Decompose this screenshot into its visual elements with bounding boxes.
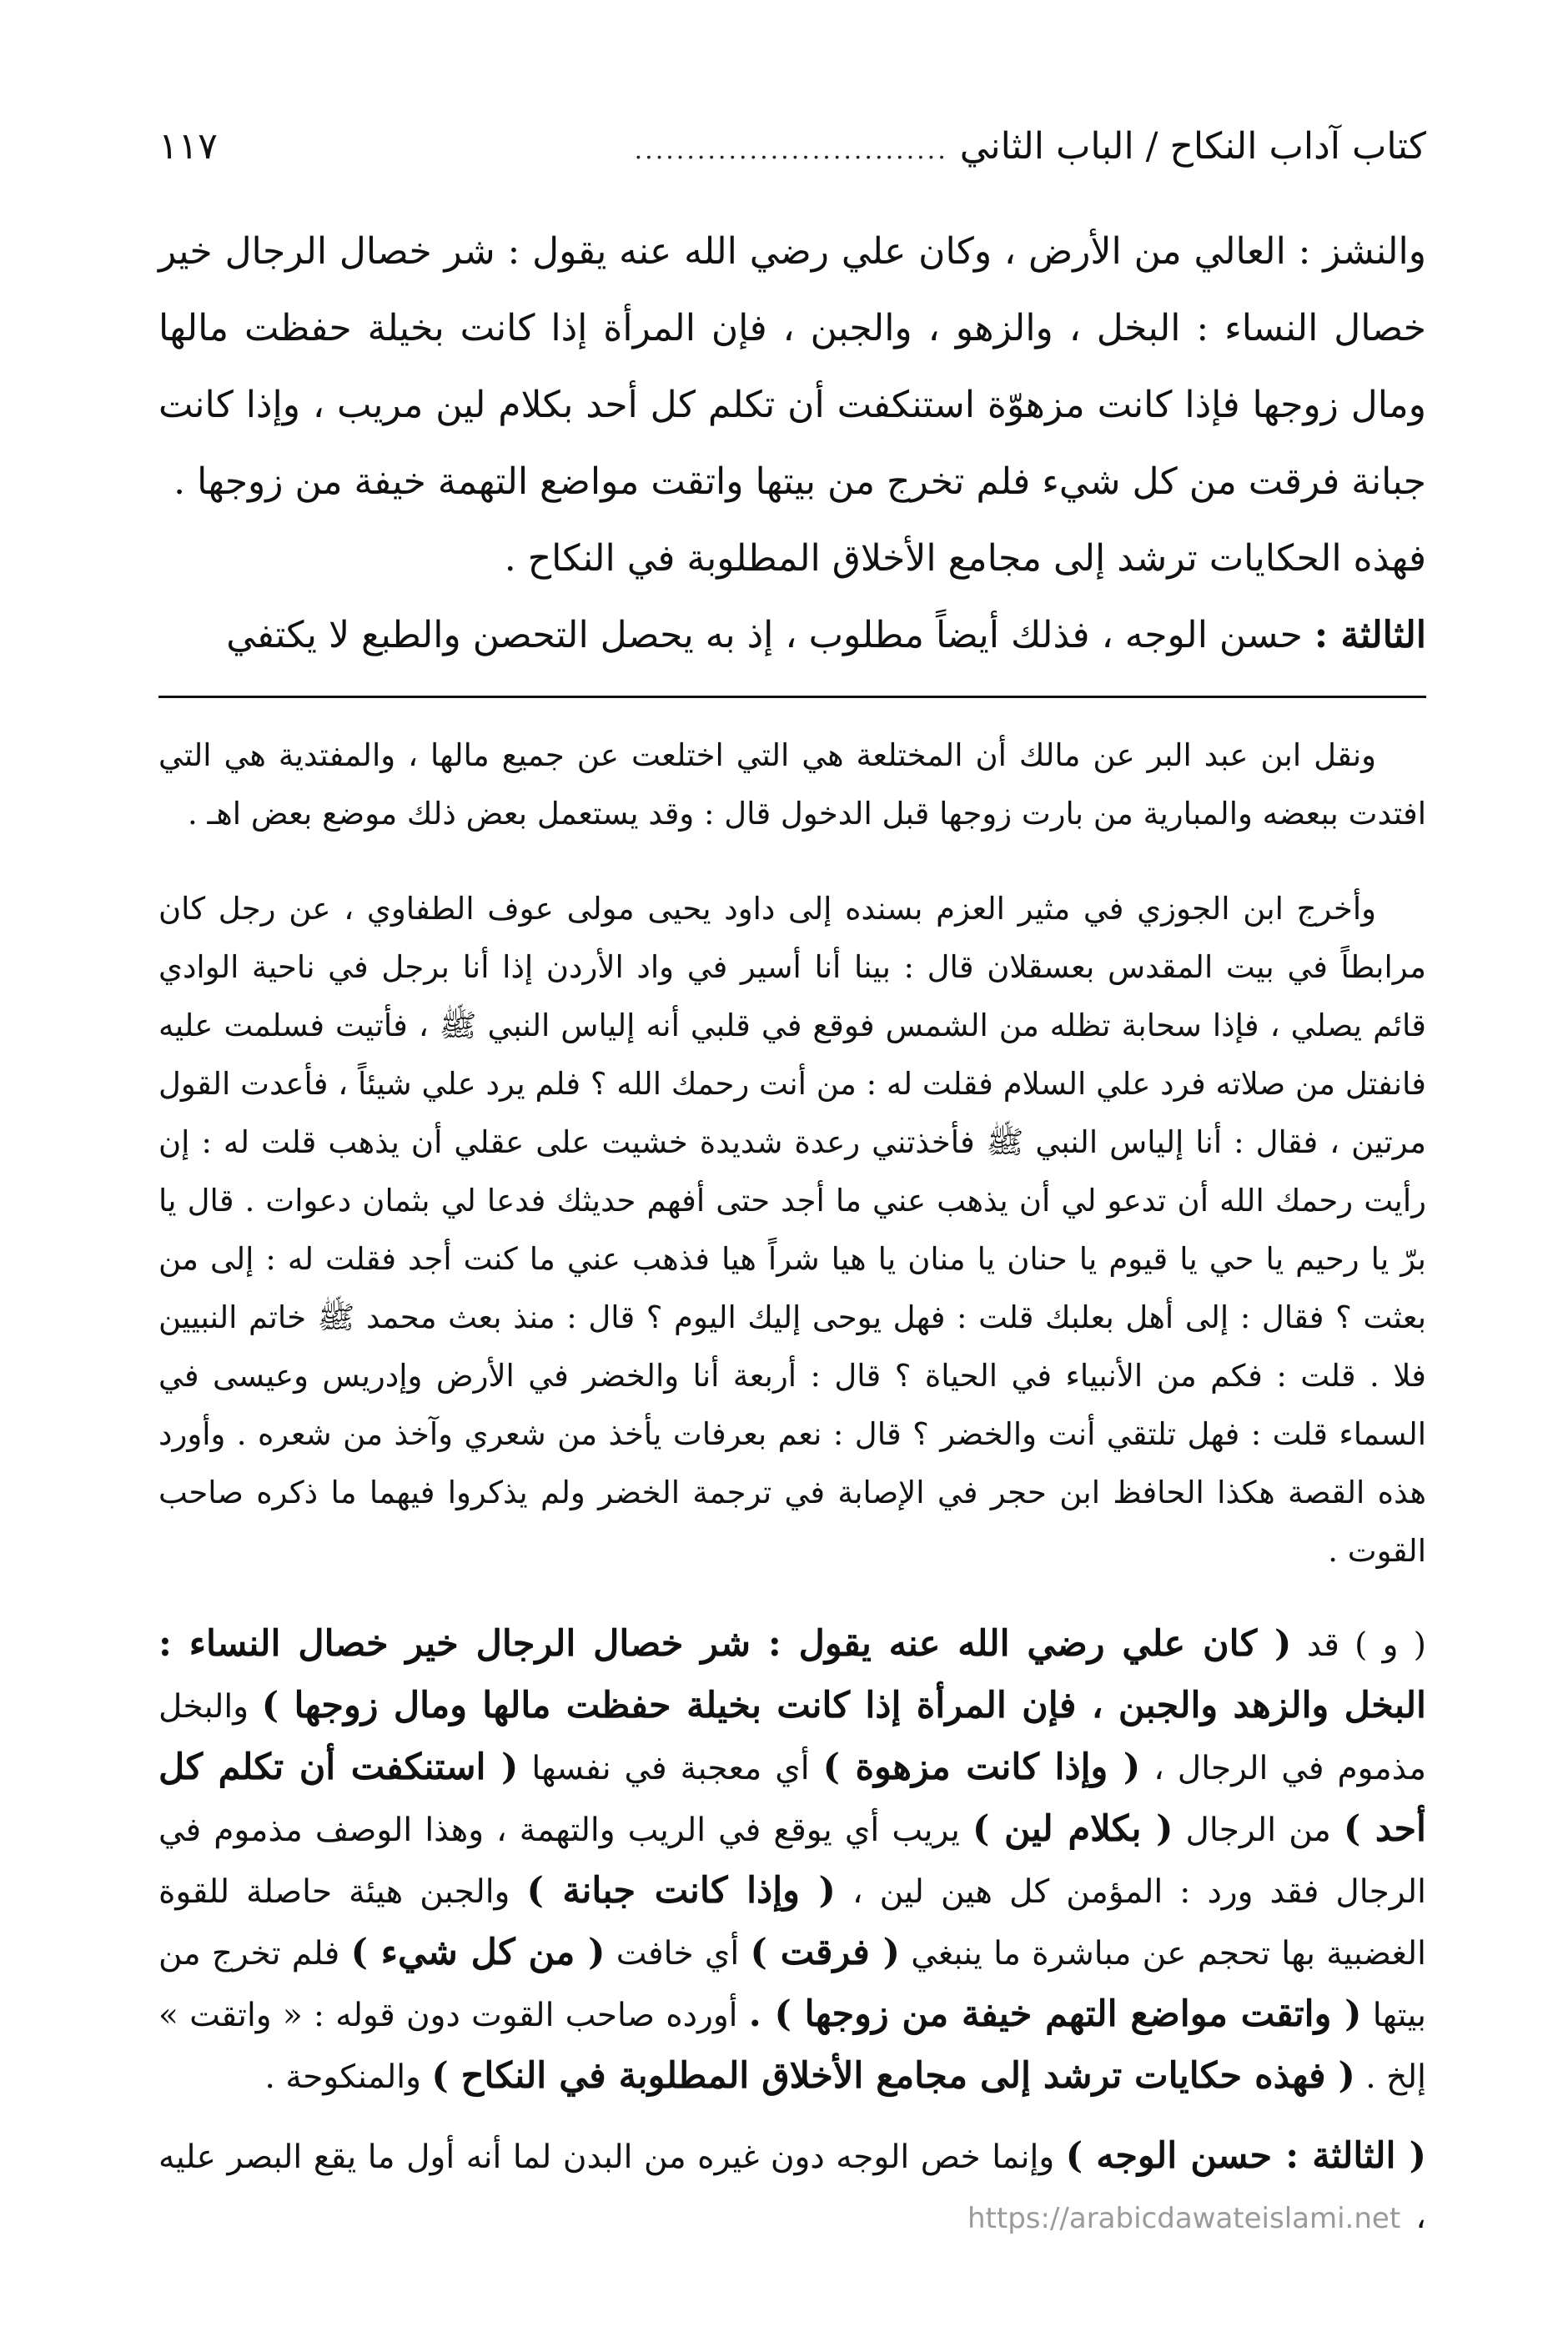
footnote-1: ونقل ابن عبد البر عن مالك أن المختلعة هي التي اختلعت عن جميع مالها ، والمفتدية هي التي افتدت ببعضه والمبارية من بارت زوجها قبل الدخول قال : وقد يستعمل بعض ذلك موضع بعض اهـ . bbox=[158, 737, 1426, 832]
commentary bbox=[158, 1614, 1426, 2248]
commentary-text: والمنكوحة . bbox=[264, 2058, 432, 2096]
commentary-text: والبخل مذموم في الرجال ، bbox=[158, 1688, 1426, 1787]
main-paragraph-3-text: حسن الوجه ، فذلك أيضاً مطلوب ، إذ به يحصل التحصن والطبع لا يكتفي bbox=[226, 614, 1314, 656]
main-paragraph-3 bbox=[158, 597, 1426, 674]
commentary-paragraph-1 bbox=[158, 1614, 1426, 2108]
quoted-text: ( بكلام لين ) bbox=[972, 1808, 1173, 1850]
commentary-text: ( و ) قد bbox=[1291, 1626, 1427, 1664]
commentary-text: يريب أي يوقع في الريب والتهمة ، وهذا الوصف مذموم في الرجال فقد ورد : المؤمن كل هين لين ، bbox=[158, 1812, 1426, 1911]
footnote-2: وأخرج ابن الجوزي في مثير العزم بسنده إلى داود يحيى مولى عوف الطفاوي ، عن رجل كان مرابطاً في بيت المقدس بعسقلان قال : بينا أنا أسير في واد الأردن إذا أنا برجل في ناحية الوادي قائم يصلي ، فإذا سحابة تظله من الشمس فوقع في قلبي أنه إلياس النبي ﷺ ، فأتيت فسلمت عليه فانفتل من صلاته فرد علي السلام فقلت له : من أنت رحمك الله ؟ فلم يرد علي شيئاً ، فأعدت القول مرتين ، فقال : أنا إلياس النبي ﷺ فأخذتني رعدة شديدة خشيت على عقلي أن يذهب قلت له : إن رأيت رحمك الله أن تدعو لي أن يذهب عني ما أجد حتى أفهم حديثك فدعا لي بثمان دعوات . قال يا برّ يا رحيم يا حي يا قيوم يا حنان يا منان يا هيا شراً هيا فذهب عني ما كنت أجد فقلت له : إلى من بعثت ؟ فقال : إلى أهل بعلبك قلت : فهل يوحى إليك اليوم ؟ قال : منذ بعث محمد ﷺ خاتم النبيين فلا . قلت : فكم من الأنبياء في الحياة ؟ قال : أربعة أنا والخضر في الأرض وإدريس وعيسى في السماء قلت : فهل تلتقي أنت والخضر ؟ قال : نعم بعرفات يأخذ من شعري وآخذ من شعره . وأورد هذه القصة هكذا الحافظ ابن حجر في الإصابة في ترجمة الخضر ولم يذكروا فيهما ما ذكره صاحب القوت . bbox=[158, 891, 1426, 1569]
quoted-text: ( فهذه حكايات ترشد إلى مجامع الأخلاق المطلوبة في النكاح ) bbox=[431, 2055, 1355, 2097]
quoted-text: ( وإذا كانت مزهوة ) bbox=[822, 1746, 1141, 1788]
quoted-text: ( كان علي رضي الله عنه يقول : شر خصال الرجال خير خصال النساء : البخل والزهد والجبن ، فإن المرأة إذا كانت بخيلة حفظت مالها ومال زوجها ) bbox=[158, 1623, 1426, 1726]
main-text bbox=[158, 214, 1426, 674]
commentary-text: من الرجال bbox=[1173, 1812, 1344, 1849]
quoted-text: ( فرقت ) bbox=[750, 1932, 900, 1973]
main-paragraph-2: فهذه الحكايات ترشد إلى مجامع الأخلاق المطلوبة في النكاح . bbox=[504, 537, 1426, 580]
quoted-text: ( من كل شيء ) bbox=[350, 1932, 606, 1973]
book-page bbox=[158, 125, 1426, 2248]
commentary-text: وإنما خص الوجه دون غيره من البدن لما أنه أول ما يقع البصر عليه ، bbox=[158, 2139, 1426, 2236]
running-header bbox=[158, 125, 1426, 175]
footnote-divider bbox=[158, 696, 1426, 698]
watermark-url: https://arabicdawateislami.net bbox=[967, 2202, 1401, 2235]
quoted-text: ( استنكفت أن تكلم كل أحد ) bbox=[158, 1746, 1426, 1850]
commentary-text: أورده صاحب القوت دون قوله : « واتقت » إلخ . bbox=[158, 1997, 1426, 2096]
page-number: ١١٧ bbox=[158, 125, 218, 168]
commentary-text: فلم تخرج من بيتها bbox=[158, 1935, 1426, 2034]
quoted-text: ( الثالثة : حسن الوجه ) bbox=[1065, 2135, 1426, 2177]
main-paragraph-3-lead: الثالثة : bbox=[1314, 614, 1426, 656]
commentary-text: أي معجبة في نفسها bbox=[518, 1750, 823, 1787]
quoted-text: ( واتقت مواضع التهم خيفة من زوجها ) . bbox=[748, 1993, 1362, 2035]
commentary-text: أي خافت bbox=[605, 1935, 751, 1973]
header-leader-dots: .............................. bbox=[634, 136, 948, 165]
quoted-text: ( وإذا كانت جبانة ) bbox=[526, 1870, 836, 1912]
footnotes bbox=[158, 726, 1426, 1581]
header-title: كتاب آداب النكاح / الباب الثاني bbox=[959, 125, 1426, 168]
commentary-text: والجبن هيئة حاصلة للقوة الغضبية بها تحجم عن مباشرة ما ينبغي bbox=[158, 1873, 1426, 1973]
main-paragraph-1: والنشز : العالي من الأرض ، وكان علي رضي الله عنه يقول : شر خصال الرجال خير خصال النساء : البخل ، والزهو ، والجبن ، فإن المرأة إذا كانت بخيلة حفظت مالها ومال زوجها فإذا كانت مزهوّة استنكفت أن تكلم كل أحد بكلام لين مريب ، وإذا كانت جبانة فرقت من كل شيء فلم تخرج من بيتها واتقت مواضع التهمة خيفة من زوجها . bbox=[158, 230, 1426, 503]
